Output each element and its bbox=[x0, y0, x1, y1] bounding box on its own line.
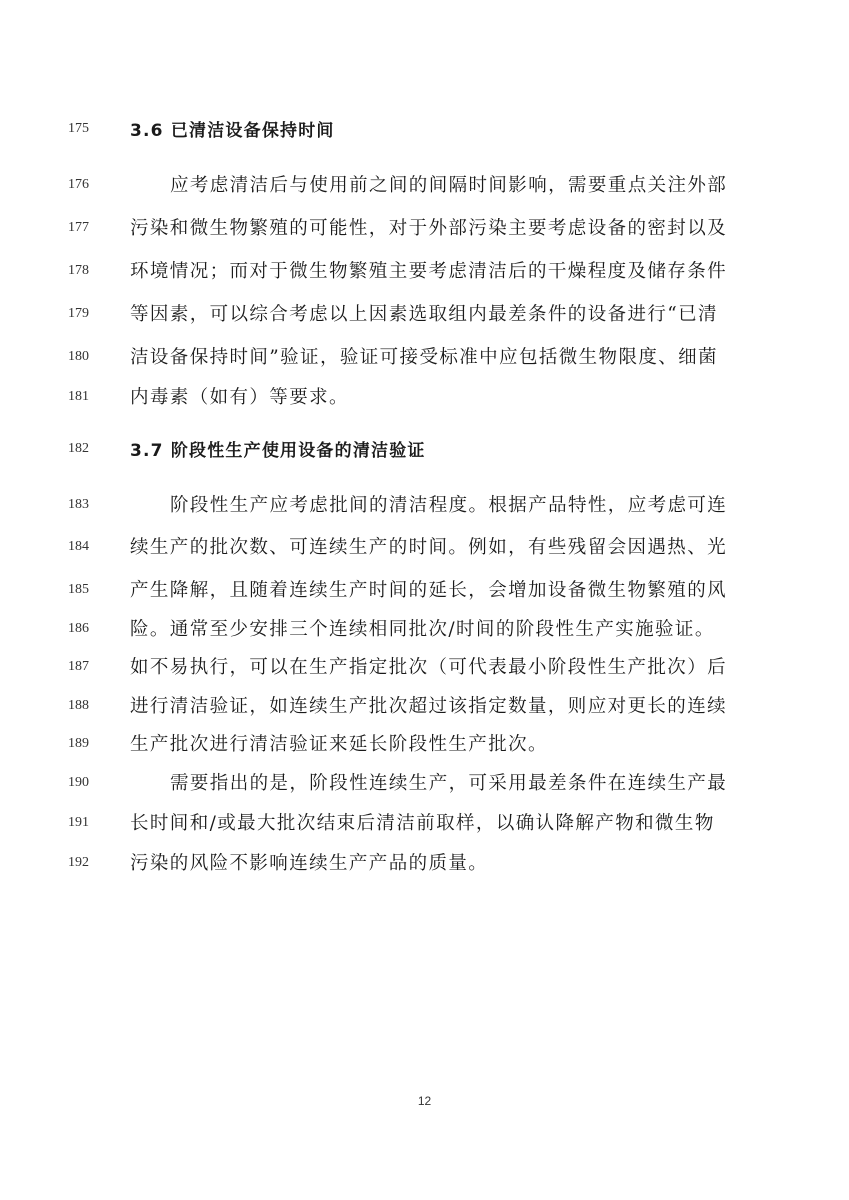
line-number: 184 bbox=[68, 539, 89, 554]
line-186 bbox=[0, 612, 849, 648]
line-182 bbox=[0, 432, 849, 468]
paragraph-line: 内毒素（如有）等要求。 bbox=[130, 387, 349, 408]
line-number: 190 bbox=[68, 775, 89, 790]
line-number: 188 bbox=[68, 698, 89, 713]
line-number: 183 bbox=[68, 497, 89, 512]
line-179 bbox=[0, 297, 849, 333]
paragraph-line: 环境情况；而对于微生物繁殖主要考虑清洁后的干燥程度及储存条件 bbox=[130, 261, 728, 282]
line-181 bbox=[0, 380, 849, 416]
line-number: 186 bbox=[68, 621, 89, 636]
paragraph-line: 污染的风险不影响连续生产产品的质量。 bbox=[130, 853, 489, 874]
line-number: 187 bbox=[68, 659, 89, 674]
paragraph-line: 长时间和/或最大批次结束后清洁前取样，以确认降解产物和微生物 bbox=[130, 813, 715, 834]
page-number: 12 bbox=[417, 1094, 432, 1108]
line-185 bbox=[0, 573, 849, 609]
line-192 bbox=[0, 846, 849, 882]
line-number: 182 bbox=[68, 441, 89, 456]
paragraph-line: 阶段性生产应考虑批间的清洁程度。根据产品特性，应考虑可连 bbox=[170, 495, 728, 516]
section-heading-3-6: 3.6 已清洁设备保持时间 bbox=[130, 121, 335, 141]
paragraph-line: 污染和微生物繁殖的可能性，对于外部污染主要考虑设备的密封以及 bbox=[130, 218, 728, 239]
line-number: 181 bbox=[68, 389, 89, 404]
line-176 bbox=[0, 168, 849, 204]
line-189 bbox=[0, 727, 849, 763]
line-177 bbox=[0, 211, 849, 247]
paragraph-line: 进行清洁验证，如连续生产批次超过该指定数量，则应对更长的连续 bbox=[130, 696, 728, 717]
line-number: 192 bbox=[68, 855, 89, 870]
line-number: 191 bbox=[68, 815, 89, 830]
paragraph-line: 险。通常至少安排三个连续相同批次/时间的阶段性生产实施验证。 bbox=[130, 619, 715, 640]
line-180 bbox=[0, 340, 849, 376]
line-175 bbox=[0, 112, 849, 148]
line-191 bbox=[0, 806, 849, 842]
paragraph-line: 生产批次进行清洁验证来延长阶段性生产批次。 bbox=[130, 734, 548, 755]
line-187 bbox=[0, 650, 849, 686]
paragraph-line: 应考虑清洁后与使用前之间的间隔时间影响，需要重点关注外部 bbox=[170, 175, 728, 196]
paragraph-line: 如不易执行，可以在生产指定批次（可代表最小阶段性生产批次）后 bbox=[130, 657, 728, 678]
line-number: 179 bbox=[68, 306, 89, 321]
line-190 bbox=[0, 766, 849, 802]
line-number: 178 bbox=[68, 263, 89, 278]
line-number: 176 bbox=[68, 177, 89, 192]
paragraph-line: 需要指出的是，阶段性连续生产，可采用最差条件在连续生产最 bbox=[170, 773, 728, 794]
line-178 bbox=[0, 254, 849, 290]
line-number: 177 bbox=[68, 220, 89, 235]
line-number: 175 bbox=[68, 121, 89, 136]
line-number: 185 bbox=[68, 582, 89, 597]
line-number: 180 bbox=[68, 349, 89, 364]
paragraph-line: 洁设备保持时间”验证，验证可接受标准中应包括微生物限度、细菌 bbox=[130, 347, 718, 368]
line-188 bbox=[0, 689, 849, 725]
line-184 bbox=[0, 530, 849, 566]
paragraph-line: 等因素，可以综合考虑以上因素选取组内最差条件的设备进行“已清 bbox=[130, 304, 718, 325]
section-heading-3-7: 3.7 阶段性生产使用设备的清洁验证 bbox=[130, 441, 426, 461]
paragraph-line: 产生降解，且随着连续生产时间的延长，会增加设备微生物繁殖的风 bbox=[130, 580, 728, 601]
line-number: 189 bbox=[68, 736, 89, 751]
paragraph-line: 续生产的批次数、可连续生产的时间。例如，有些残留会因遇热、光 bbox=[130, 537, 728, 558]
line-183 bbox=[0, 488, 849, 524]
